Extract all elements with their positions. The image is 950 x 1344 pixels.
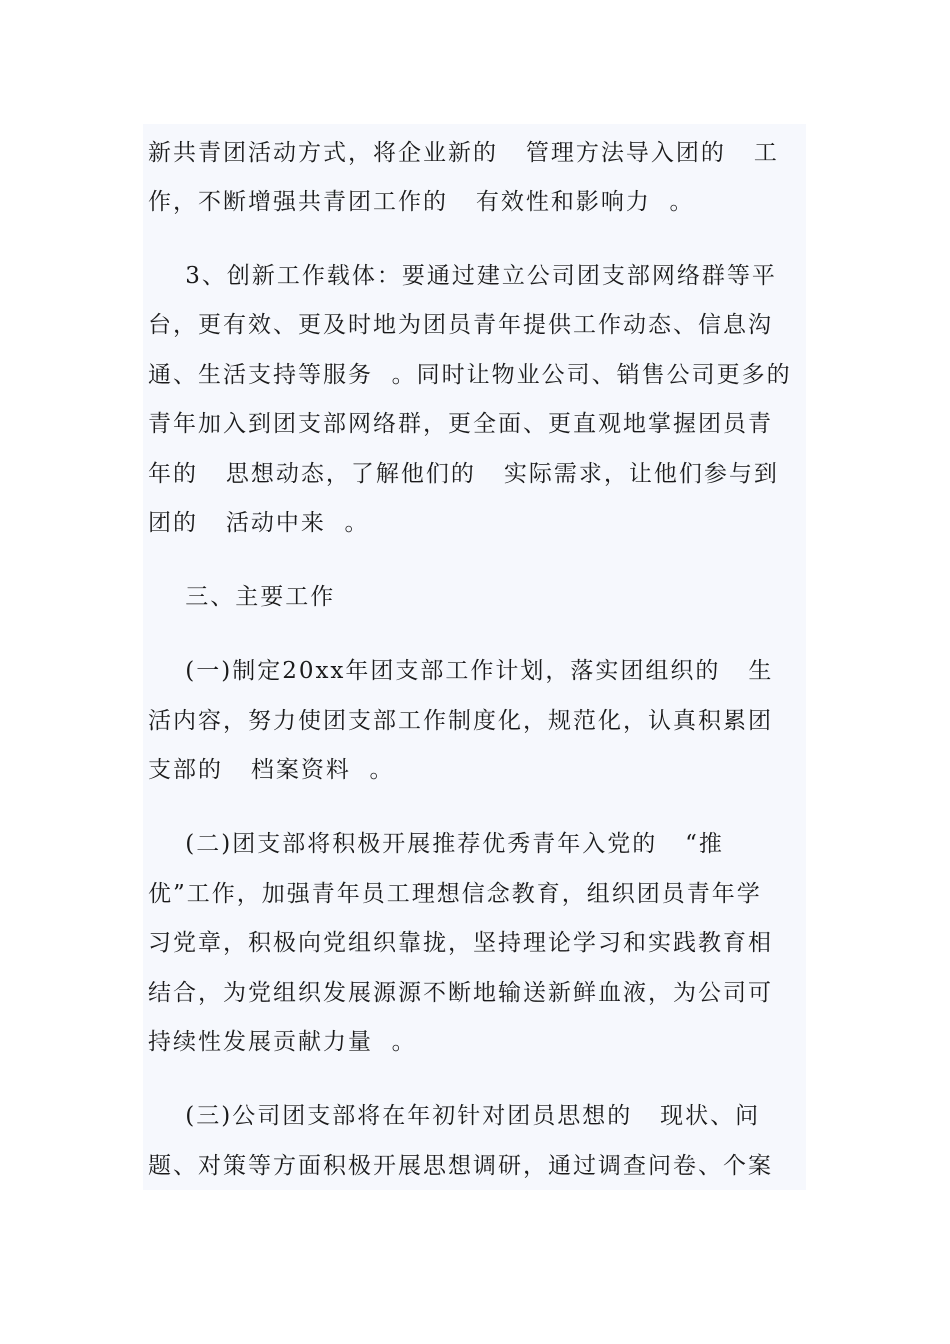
section-heading: 三、主要工作 [148,584,336,610]
document-text-block [143,124,806,1190]
text-line: 优”工作，加强青年员工理想信念教育，组织团员青年学 [148,881,762,907]
text-line: 新共青团活动方式，将企业新的 管理方法导入团的 工 [148,140,779,166]
text-line: 3、创新工作载体：要通过建立公司团支部网络群等平 [148,263,777,289]
text-line: (二)团支部将积极开展推荐优秀青年入党的 “推 [148,831,724,857]
text-line: 青年加入到团支部网络群，更全面、更直观地掌握团员青 [148,411,773,437]
text-line: (三)公司团支部将在年初针对团员思想的 现状、问 [148,1103,761,1129]
text-line: 结合，为党组织发展源源不断地输送新鲜血液，为公司可 [148,980,773,1006]
text-line: (一)制定20xx年团支部工作计划，落实团组织的 生 [148,658,774,684]
text-line: 活内容，努力使团支部工作制度化，规范化，认真积累团 [148,708,773,734]
text-line: 作，不断增强共青团工作的 有效性和影响力 。 [148,189,695,215]
text-line: 通、生活支持等服务 。同时让物业公司、销售公司更多的 [148,362,792,388]
text-line: 团的 活动中来 。 [148,510,370,536]
text-line: 习党章，积极向党组织靠拢，坚持理论学习和实践教育相 [148,930,773,956]
text-line: 持续性发展贡献力量 。 [148,1029,417,1055]
text-line: 支部的 档案资料 。 [148,757,395,783]
text-line: 题、对策等方面积极开展思想调研，通过调查问卷、个案 [148,1153,773,1179]
text-line: 年的 思想动态，了解他们的 实际需求，让他们参与到 [148,461,779,487]
text-line: 台，更有效、更及时地为团员青年提供工作动态、信息沟 [148,312,773,338]
